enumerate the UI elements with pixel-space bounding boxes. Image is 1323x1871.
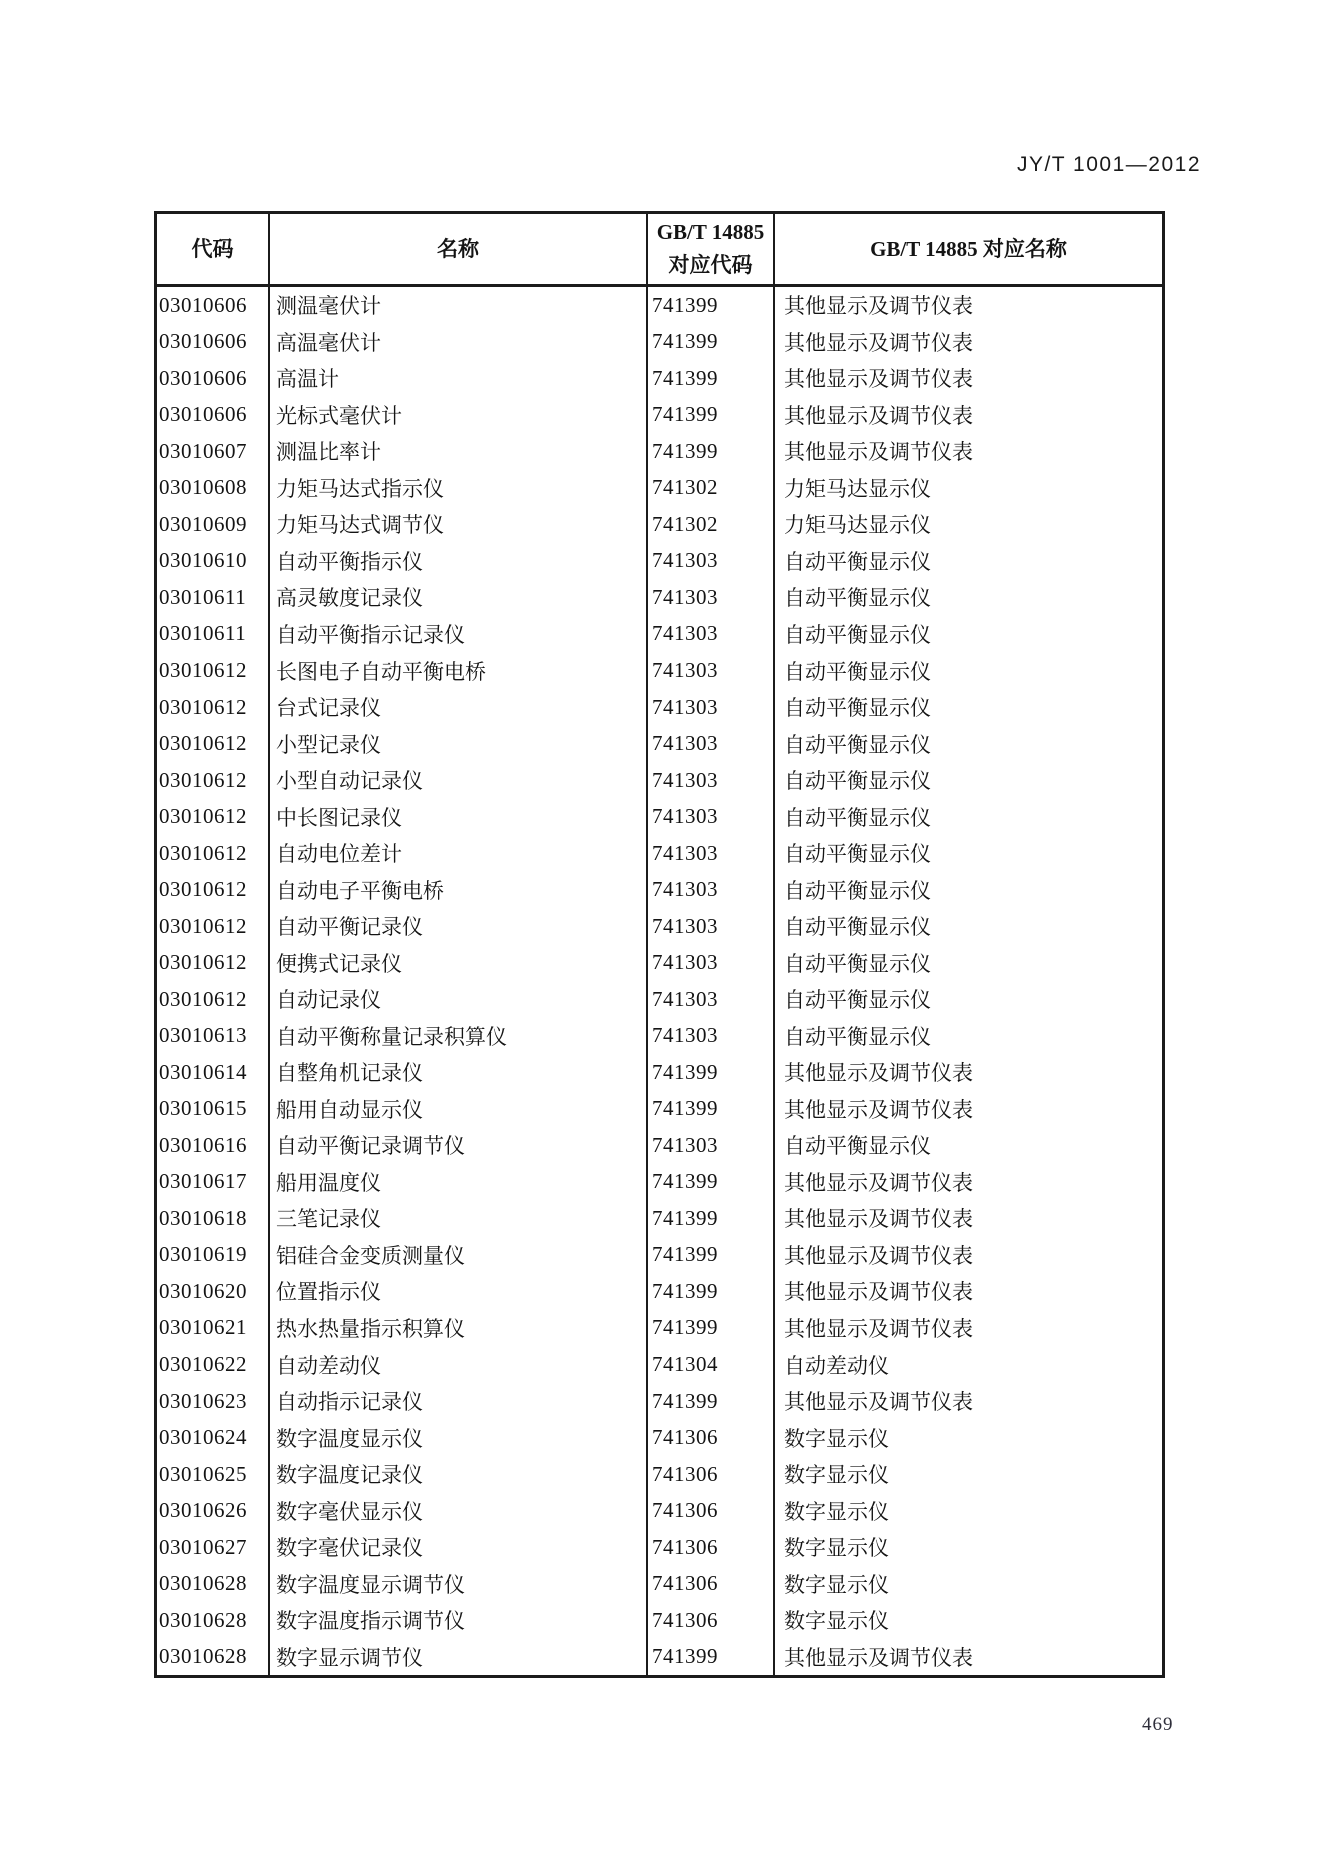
cell-gb_name: 其他显示及调节仪表 [773, 1164, 1162, 1201]
cell-gb_code: 741306 [646, 1565, 773, 1602]
cell-code: 03010624 [159, 1425, 247, 1450]
table-row [157, 1383, 1162, 1420]
cell-gb_name: 自动平衡显示仪 [773, 981, 1162, 1018]
cell-code: 03010620 [159, 1278, 247, 1303]
cell-gb_code: 741399 [646, 397, 773, 434]
table-row [157, 616, 1162, 653]
cell-gb_code: 741399 [646, 1054, 773, 1091]
cell-gb_code: 741306 [646, 1602, 773, 1639]
doc-number-heading: JY/T 1001—2012 [1016, 153, 1201, 176]
cell-gb_code: 741399 [646, 433, 773, 470]
table-row [157, 1456, 1162, 1493]
table-row [157, 1018, 1162, 1055]
header-cell-gb-name: GB/T 14885 对应名称 [773, 214, 1162, 284]
header-cell-gb-code [646, 214, 773, 284]
cell-code: 03010627 [159, 1534, 247, 1559]
cell-code: 03010617 [159, 1169, 247, 1194]
cell-gb_name: 自动平衡显示仪 [773, 689, 1162, 726]
table-row [157, 1638, 1162, 1675]
table-row [157, 506, 1162, 543]
cell-gb_name: 自动平衡显示仪 [773, 908, 1162, 945]
cell-code: 03010606 [159, 365, 247, 390]
cell-gb_code: 741303 [646, 616, 773, 653]
cell-gb_name: 自动平衡显示仪 [773, 798, 1162, 835]
table-row [157, 1164, 1162, 1201]
table-row [157, 1419, 1162, 1456]
cell-code: 03010612 [159, 877, 247, 902]
cell-name: 自整角机记录仪 [268, 1054, 646, 1091]
cell-name: 数字温度指示调节仪 [268, 1602, 646, 1639]
cell-gb_name: 力矩马达显示仪 [773, 506, 1162, 543]
cell-gb_name: 数字显示仪 [773, 1529, 1162, 1566]
cell-name: 自动记录仪 [268, 981, 646, 1018]
cell-gb_code: 741399 [646, 1638, 773, 1675]
cell-code: 03010612 [159, 767, 247, 792]
cell-gb_name: 其他显示及调节仪表 [773, 397, 1162, 434]
cell-gb_name: 其他显示及调节仪表 [773, 1273, 1162, 1310]
cell-code: 03010606 [159, 329, 247, 354]
table-header-row [157, 214, 1162, 287]
cell-gb_code: 741399 [646, 287, 773, 324]
cell-gb_code: 741303 [646, 689, 773, 726]
cell-gb_name: 自动平衡显示仪 [773, 1127, 1162, 1164]
table-row [157, 579, 1162, 616]
cell-gb_name: 其他显示及调节仪表 [773, 1383, 1162, 1420]
cell-name: 数字温度显示仪 [268, 1419, 646, 1456]
table-row [157, 1529, 1162, 1566]
cell-code: 03010612 [159, 694, 247, 719]
cell-code: 03010611 [159, 584, 247, 609]
cell-gb_code: 741399 [646, 1200, 773, 1237]
table-row [157, 1346, 1162, 1383]
cell-name: 船用温度仪 [268, 1164, 646, 1201]
cell-gb_code: 741306 [646, 1529, 773, 1566]
cell-name: 小型自动记录仪 [268, 762, 646, 799]
cell-code: 03010612 [159, 950, 247, 975]
table-row [157, 725, 1162, 762]
cell-gb_name: 其他显示及调节仪表 [773, 1638, 1162, 1675]
cell-gb_name: 其他显示及调节仪表 [773, 1054, 1162, 1091]
cell-code: 03010611 [159, 621, 247, 646]
cell-name: 力矩马达式调节仪 [268, 506, 646, 543]
cell-gb_code: 741399 [646, 1091, 773, 1128]
cell-gb_name: 数字显示仪 [773, 1456, 1162, 1493]
cell-name: 热水热量指示积算仪 [268, 1310, 646, 1347]
cell-code: 03010628 [159, 1644, 247, 1669]
cell-gb_name: 其他显示及调节仪表 [773, 324, 1162, 361]
cell-gb_code: 741399 [646, 324, 773, 361]
cell-name: 自动指示记录仪 [268, 1383, 646, 1420]
table-row [157, 1091, 1162, 1128]
cell-code: 03010614 [159, 1059, 247, 1084]
cell-gb_name: 自动平衡显示仪 [773, 762, 1162, 799]
cell-name: 测温毫伏计 [268, 287, 646, 324]
cell-code: 03010608 [159, 475, 247, 500]
cell-code: 03010606 [159, 402, 247, 427]
cell-gb_code: 741303 [646, 944, 773, 981]
cell-code: 03010612 [159, 804, 247, 829]
cell-name: 数字温度记录仪 [268, 1456, 646, 1493]
cell-name: 自动平衡记录调节仪 [268, 1127, 646, 1164]
cell-name: 船用自动显示仪 [268, 1091, 646, 1128]
cell-name: 数字毫伏显示仪 [268, 1492, 646, 1529]
cell-gb_code: 741303 [646, 981, 773, 1018]
table-row [157, 689, 1162, 726]
cell-gb_name: 力矩马达显示仪 [773, 470, 1162, 507]
header-cell-name: 名称 [268, 214, 646, 284]
cell-gb_name: 数字显示仪 [773, 1565, 1162, 1602]
cell-name: 自动电位差计 [268, 835, 646, 872]
cell-name: 数字毫伏记录仪 [268, 1529, 646, 1566]
cell-code: 03010625 [159, 1461, 247, 1486]
cell-name: 铝硅合金变质测量仪 [268, 1237, 646, 1274]
table-row [157, 360, 1162, 397]
cell-gb_name: 其他显示及调节仪表 [773, 287, 1162, 324]
table-row [157, 324, 1162, 361]
table-row [157, 543, 1162, 580]
cell-gb_code: 741306 [646, 1419, 773, 1456]
table-row [157, 652, 1162, 689]
cell-gb_code: 741303 [646, 798, 773, 835]
table-row [157, 287, 1162, 324]
cell-gb_code: 741399 [646, 1273, 773, 1310]
cell-code: 03010622 [159, 1352, 247, 1377]
cell-name: 台式记录仪 [268, 689, 646, 726]
cell-gb_name: 自动平衡显示仪 [773, 871, 1162, 908]
cell-code: 03010628 [159, 1571, 247, 1596]
table-row [157, 1237, 1162, 1274]
header-cell-code: 代码 [191, 236, 234, 261]
cell-name: 自动平衡指示仪 [268, 543, 646, 580]
cell-gb_code: 741302 [646, 506, 773, 543]
cell-gb_name: 数字显示仪 [773, 1419, 1162, 1456]
cell-code: 03010607 [159, 438, 247, 463]
cell-code: 03010626 [159, 1498, 247, 1523]
cell-code: 03010621 [159, 1315, 247, 1340]
table-row [157, 1273, 1162, 1310]
cell-name: 高温计 [268, 360, 646, 397]
cell-gb_code: 741303 [646, 835, 773, 872]
cell-gb_name: 其他显示及调节仪表 [773, 1091, 1162, 1128]
table-row [157, 397, 1162, 434]
cell-gb_name: 自动平衡显示仪 [773, 616, 1162, 653]
table-row [157, 470, 1162, 507]
table-row [157, 1602, 1162, 1639]
cell-gb_name: 自动平衡显示仪 [773, 725, 1162, 762]
cell-gb_code: 741303 [646, 725, 773, 762]
table-row [157, 944, 1162, 981]
header-gb-code-line2: 对应代码 [668, 253, 753, 277]
cell-code: 03010619 [159, 1242, 247, 1267]
cell-name: 自动平衡指示记录仪 [268, 616, 646, 653]
cell-gb_code: 741303 [646, 908, 773, 945]
cell-gb_name: 其他显示及调节仪表 [773, 433, 1162, 470]
cell-gb_code: 741303 [646, 579, 773, 616]
cell-name: 便携式记录仪 [268, 944, 646, 981]
code-mapping-table [154, 211, 1165, 1678]
cell-code: 03010628 [159, 1607, 247, 1632]
table-row [157, 1492, 1162, 1529]
cell-gb_code: 741306 [646, 1492, 773, 1529]
cell-code: 03010615 [159, 1096, 247, 1121]
cell-name: 高温毫伏计 [268, 324, 646, 361]
table-row [157, 1127, 1162, 1164]
table-row [157, 908, 1162, 945]
cell-code: 03010613 [159, 1023, 247, 1048]
cell-gb_name: 自动平衡显示仪 [773, 1018, 1162, 1055]
cell-code: 03010623 [159, 1388, 247, 1413]
cell-name: 自动平衡记录仪 [268, 908, 646, 945]
cell-name: 自动差动仪 [268, 1346, 646, 1383]
cell-gb_name: 其他显示及调节仪表 [773, 1237, 1162, 1274]
table-row [157, 835, 1162, 872]
cell-name: 数字温度显示调节仪 [268, 1565, 646, 1602]
cell-gb_code: 741302 [646, 470, 773, 507]
cell-gb_code: 741304 [646, 1346, 773, 1383]
cell-name: 位置指示仪 [268, 1273, 646, 1310]
cell-code: 03010612 [159, 913, 247, 938]
cell-name: 力矩马达式指示仪 [268, 470, 646, 507]
cell-name: 小型记录仪 [268, 725, 646, 762]
cell-gb_code: 741303 [646, 1018, 773, 1055]
cell-name: 长图电子自动平衡电桥 [268, 652, 646, 689]
cell-gb_name: 其他显示及调节仪表 [773, 1310, 1162, 1347]
cell-gb_code: 741399 [646, 1310, 773, 1347]
cell-gb_name: 自动平衡显示仪 [773, 543, 1162, 580]
cell-gb_code: 741303 [646, 871, 773, 908]
cell-gb_code: 741399 [646, 1383, 773, 1420]
cell-code: 03010618 [159, 1205, 247, 1230]
cell-gb_name: 自动平衡显示仪 [773, 579, 1162, 616]
cell-name: 测温比率计 [268, 433, 646, 470]
cell-name: 自动电子平衡电桥 [268, 871, 646, 908]
table-body [157, 287, 1162, 1675]
cell-gb_name: 自动差动仪 [773, 1346, 1162, 1383]
cell-code: 03010612 [159, 658, 247, 683]
cell-gb_name: 其他显示及调节仪表 [773, 360, 1162, 397]
cell-name: 中长图记录仪 [268, 798, 646, 835]
table-row [157, 1200, 1162, 1237]
cell-gb_name: 数字显示仪 [773, 1492, 1162, 1529]
cell-gb_code: 741399 [646, 1164, 773, 1201]
cell-gb_name: 自动平衡显示仪 [773, 652, 1162, 689]
table-row [157, 871, 1162, 908]
cell-gb_code: 741399 [646, 1237, 773, 1274]
cell-gb_name: 其他显示及调节仪表 [773, 1200, 1162, 1237]
header-gb-code-line1: GB/T 14885 [656, 220, 765, 245]
table-row [157, 981, 1162, 1018]
cell-code: 03010609 [159, 511, 247, 536]
cell-code: 03010612 [159, 840, 247, 865]
page-number: 469 [1142, 1714, 1174, 1735]
cell-gb_code: 741303 [646, 1127, 773, 1164]
cell-code: 03010606 [159, 292, 247, 317]
cell-name: 三笔记录仪 [268, 1200, 646, 1237]
cell-name: 自动平衡称量记录积算仪 [268, 1018, 646, 1055]
table-row [157, 762, 1162, 799]
table-row [157, 1565, 1162, 1602]
cell-gb_code: 741399 [646, 360, 773, 397]
cell-gb_code: 741303 [646, 652, 773, 689]
cell-gb_name: 自动平衡显示仪 [773, 835, 1162, 872]
cell-gb_name: 自动平衡显示仪 [773, 944, 1162, 981]
table-row [157, 798, 1162, 835]
cell-code: 03010610 [159, 548, 247, 573]
table-row [157, 1310, 1162, 1347]
cell-gb_code: 741306 [646, 1456, 773, 1493]
cell-code: 03010612 [159, 986, 247, 1011]
cell-name: 高灵敏度记录仪 [268, 579, 646, 616]
cell-gb_code: 741303 [646, 543, 773, 580]
cell-gb_code: 741303 [646, 762, 773, 799]
cell-code: 03010616 [159, 1132, 247, 1157]
table-row [157, 433, 1162, 470]
cell-gb_name: 数字显示仪 [773, 1602, 1162, 1639]
cell-name: 光标式毫伏计 [268, 397, 646, 434]
table-row [157, 1054, 1162, 1091]
cell-code: 03010612 [159, 731, 247, 756]
cell-name: 数字显示调节仪 [268, 1638, 646, 1675]
